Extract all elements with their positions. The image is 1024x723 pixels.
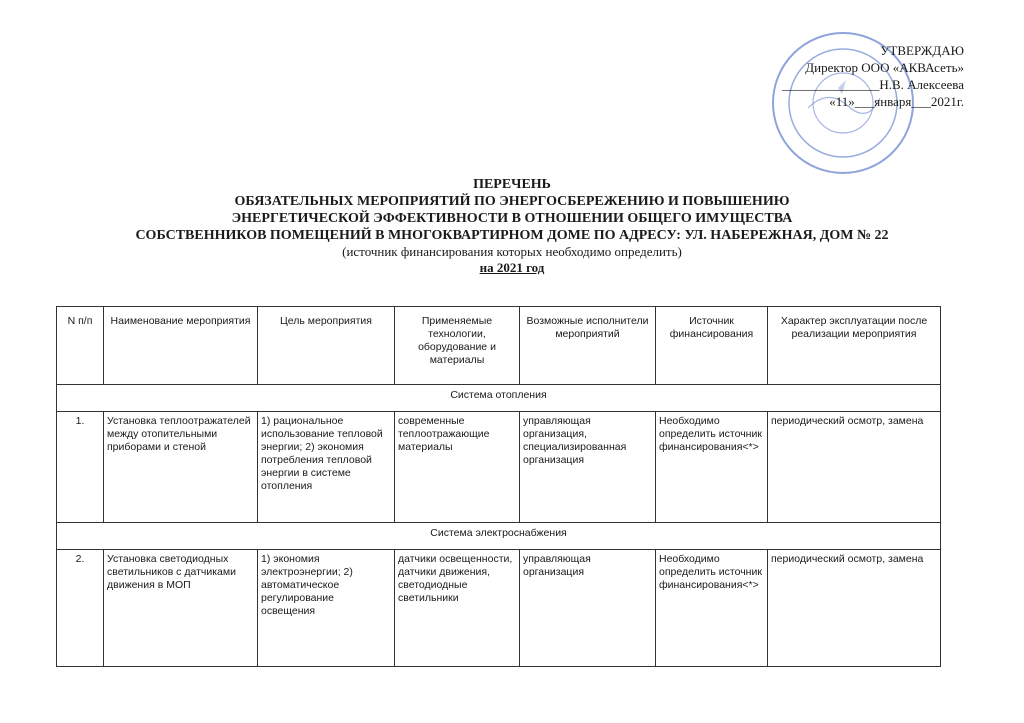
cell-tech: современные теплоотражающие материалы bbox=[395, 412, 520, 523]
section-title: Система отопления bbox=[57, 385, 941, 412]
cell-performers: управляющая организация bbox=[520, 550, 656, 667]
cell-name: Установка светодиодных светильников с датчиками движения в МОП bbox=[104, 550, 258, 667]
cell-goal: 1) рациональное использование тепловой энергии; 2) экономия потребления тепловой энергии в системе отопления bbox=[258, 412, 395, 523]
section-title: Система электроснабжения bbox=[57, 523, 941, 550]
table-row bbox=[57, 550, 941, 667]
header-usage: Характер эксплуатации после реализации мероприятия bbox=[768, 307, 941, 385]
table-header-row bbox=[57, 307, 941, 385]
approval-signature-line: _______________Н.В. Алексеева bbox=[781, 77, 964, 92]
cell-source: Необходимо определить источник финансирования<*> bbox=[656, 550, 768, 667]
document-title-block bbox=[0, 176, 1024, 276]
table-row bbox=[57, 412, 941, 523]
cell-usage: периодический осмотр, замена bbox=[768, 550, 941, 667]
approval-date: «11»___января___2021г. bbox=[829, 94, 964, 109]
header-name: Наименование мероприятия bbox=[104, 307, 258, 385]
header-source: Источник финансирования bbox=[656, 307, 768, 385]
header-num: N п/п bbox=[57, 307, 104, 385]
section-row bbox=[57, 523, 941, 550]
header-goal: Цель мероприятия bbox=[258, 307, 395, 385]
section-row bbox=[57, 385, 941, 412]
approval-title: УТВЕРЖДАЮ bbox=[880, 43, 964, 58]
cell-goal: 1) экономия электроэнергии; 2) автоматическое регулирование освещения bbox=[258, 550, 395, 667]
cell-num: 2. bbox=[57, 550, 104, 667]
cell-usage: периодический осмотр, замена bbox=[768, 412, 941, 523]
header-tech: Применяемые технологии, оборудование и материалы bbox=[395, 307, 520, 385]
doc-title-4: СОБСТВЕННИКОВ ПОМЕЩЕНИЙ В МНОГОКВАРТИРНОМ ДОМЕ ПО АДРЕСУ: УЛ. НАБЕРЕЖНАЯ, ДОМ № 22 bbox=[135, 228, 889, 243]
approval-position: Директор ООО «АКВАсеть» bbox=[805, 60, 964, 75]
header-performers: Возможные исполнители мероприятий bbox=[520, 307, 656, 385]
measures-table bbox=[56, 306, 941, 667]
doc-title-1: ПЕРЕЧЕНЬ bbox=[473, 177, 551, 192]
cell-num: 1. bbox=[57, 412, 104, 523]
approval-block bbox=[782, 42, 964, 110]
doc-year: на 2021 год bbox=[479, 260, 545, 275]
cell-tech: датчики освещенности, датчики движения, светодиодные светильники bbox=[395, 550, 520, 667]
cell-name: Установка теплоотражателей между отопительными приборами и стеной bbox=[104, 412, 258, 523]
doc-title-2: ОБЯЗАТЕЛЬНЫХ МЕРОПРИЯТИЙ ПО ЭНЕРГОСБЕРЕЖЕНИЮ И ПОВЫШЕНИЮ bbox=[234, 194, 790, 209]
cell-source: Необходимо определить источник финансирования<*> bbox=[656, 412, 768, 523]
cell-performers: управляющая организация, специализированная организация bbox=[520, 412, 656, 523]
doc-subtitle: (источник финансирования которых необходимо определить) bbox=[342, 244, 682, 259]
doc-title-3: ЭНЕРГЕТИЧЕСКОЙ ЭФФЕКТИВНОСТИ В ОТНОШЕНИИ ОБЩЕГО ИМУЩЕСТВА bbox=[231, 211, 793, 226]
